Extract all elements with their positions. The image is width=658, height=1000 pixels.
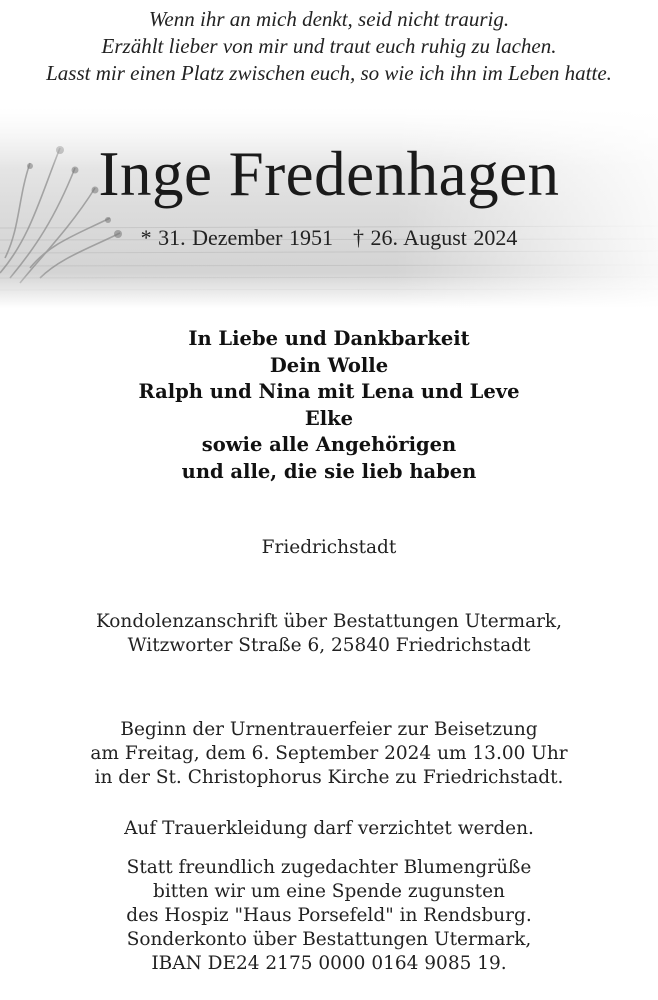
ceremony-info — [0, 718, 658, 790]
poem-line: Lasst mir einen Platz zwischen euch, so wie ich ihn im Leben hatte. — [46, 61, 612, 85]
donation-line: des Hospiz "Haus Porsefeld" in Rendsburg. — [126, 905, 532, 926]
condolence-line: Kondolenzanschrift über Bestattungen Utermark, — [95, 611, 563, 632]
family-line: und alle, die sie lieb haben — [181, 459, 477, 483]
birth-date: * 31. Dezember 1951 — [140, 225, 334, 250]
ceremony-line: am Freitag, dem 6. September 2024 um 13.00 Uhr — [90, 743, 568, 764]
family-line: Dein Wolle — [269, 353, 389, 377]
donation-line: IBAN DE24 2175 0000 0164 9085 19. — [151, 953, 507, 974]
poem-line: Erzählt lieber von mir und traut euch ruhig zu lachen. — [101, 34, 557, 58]
memorial-poem — [0, 6, 658, 87]
donation-line: bitten wir um eine Spende zugunsten — [153, 881, 505, 902]
city-line: Friedrichstadt — [261, 537, 397, 558]
dress-line: Auf Trauerkleidung darf verzichtet werden. — [124, 818, 534, 839]
condolence-address — [0, 610, 658, 658]
family-line: Ralph und Nina mit Lena und Leve — [138, 380, 520, 403]
donation-info — [0, 856, 658, 976]
city-name — [0, 536, 658, 560]
family-line: Elke — [304, 406, 354, 430]
poem-line: Wenn ihr an mich denkt, seid nicht traurig. — [148, 7, 510, 31]
family-line: sowie alle Angehörigen — [201, 433, 457, 456]
dress-note — [0, 817, 658, 841]
family-line: In Liebe und Dankbarkeit — [188, 327, 470, 350]
condolence-line: Witzworter Straße 6, 25840 Friedrichstadt — [127, 635, 531, 656]
donation-line: Sonderkonto über Bestattungen Utermark, — [126, 929, 532, 950]
ceremony-line: in der St. Christophorus Kirche zu Friedrichstadt. — [94, 767, 564, 788]
family-signatures — [0, 326, 658, 485]
donation-line: Statt freundlich zugedachter Blumengrüße — [126, 857, 532, 878]
life-dates — [0, 224, 658, 252]
deceased-name: Inge Fredenhagen — [98, 139, 560, 209]
ceremony-line: Beginn der Urnentrauerfeier zur Beisetzung — [120, 719, 538, 740]
death-date: † 26. August 2024 — [353, 225, 518, 250]
